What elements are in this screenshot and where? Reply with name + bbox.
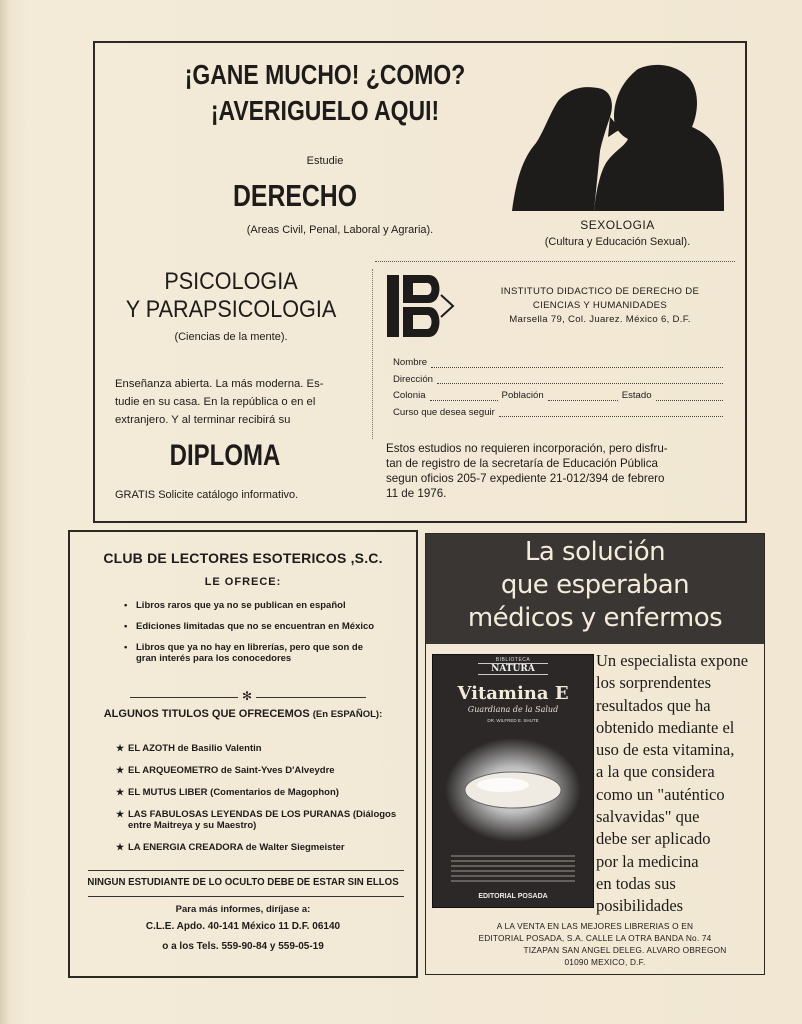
form-curso-label: Curso que desea seguir xyxy=(393,406,495,418)
rule-top xyxy=(88,870,404,871)
legal-line3: segun oficios 205-7 expediente 21-012/394 de febrero xyxy=(386,472,665,485)
form-colonia-field[interactable] xyxy=(430,388,498,401)
desc-line: salvavidas" que xyxy=(596,807,700,827)
desc-line: uso de esta vitamina, xyxy=(596,740,735,760)
form-estado-label: Estado xyxy=(621,390,652,401)
banner-line3: médicos y enfermos xyxy=(467,603,723,633)
titulos-heading: ALGUNOS TITULOS QUE OFRECEMOS xyxy=(103,708,310,720)
body-line1: Enseñanza abierta. La más moderna. Es- xyxy=(115,378,324,390)
venta-line4: 01090 MEXICO, D.F. xyxy=(564,957,646,967)
institute-address: Marsella 79, Col. Juarez. México 6, D.F. xyxy=(509,314,691,325)
sexologia-sub: (Cultura y Educación Sexual). xyxy=(544,236,691,248)
derecho-title: DERECHO xyxy=(232,178,357,213)
book-item: ★ EL MUTUS LIBER (Comentarios de Magophon) xyxy=(114,787,404,798)
book-cover xyxy=(432,654,594,908)
desc-line: obtenido mediante el xyxy=(596,717,735,737)
desc-line: resultados que ha xyxy=(596,695,711,715)
desc-line: como un "auténtico xyxy=(596,784,725,804)
info-line: Para más informes, diríjase a: xyxy=(175,904,311,915)
diploma-title: DIPLOMA xyxy=(169,439,281,472)
desc-line: los sorprendentes xyxy=(596,673,712,693)
venta-line1: A LA VENTA EN LAS MEJORES LIBRERIAS O EN xyxy=(496,921,694,931)
ib-logo-icon xyxy=(385,273,455,339)
parapsicologia-title: Y PARAPSICOLOGIA xyxy=(125,296,337,323)
vitamina-banner xyxy=(426,534,764,644)
book-author: DR. WILFRED E. SHUTE xyxy=(487,718,539,723)
form-poblacion-field[interactable] xyxy=(548,388,618,401)
list-item: • Libros que ya no hay en librerías, pero que son de gran interés para los conocedores xyxy=(122,642,377,664)
institute-name2: CIENCIAS Y HUMANIDADES xyxy=(532,300,668,311)
order-form xyxy=(393,355,723,421)
club-ad xyxy=(68,530,418,978)
desc-line: a la que considera xyxy=(596,762,715,782)
desc-line: por la medicina xyxy=(596,851,699,871)
gratis-line: GRATIS Solicite catálogo informativo. xyxy=(115,489,299,501)
legal-line2: tan de registro de la secretaría de Educación Pública xyxy=(386,457,658,470)
divider xyxy=(375,261,735,262)
form-nombre-label: Nombre xyxy=(393,357,428,368)
form-estado-field[interactable] xyxy=(656,388,723,401)
list-item: • Libros raros que ya no se publican en español xyxy=(122,600,377,611)
book-item: ★ EL ARQUEOMETRO de Saint-Yves D'Alveydre xyxy=(114,765,404,776)
book-subtitle: Guardiana de la Salud xyxy=(467,705,559,714)
asterisk-icon: ✻ xyxy=(238,689,256,703)
list-item: • Ediciones limitadas que no se encuentran en México xyxy=(122,621,377,632)
banner-line2: que esperaban xyxy=(500,570,690,600)
divider-vertical xyxy=(372,269,373,439)
book-item: ★ LAS FABULOSAS LEYENDAS DE LOS PURANAS (Diálogos entre Maitreya y su Maestro) xyxy=(114,809,404,831)
couple-silhouette-icon xyxy=(510,61,725,213)
institute-name1: INSTITUTO DIDACTICO DE DERECHO DE xyxy=(500,286,700,297)
asterisk-divider xyxy=(130,690,366,704)
book-publisher: EDITORIAL POSADA xyxy=(478,893,548,900)
club-ofrece: LE OFRECE: xyxy=(204,576,282,588)
desc-line: en todas sus xyxy=(596,873,676,893)
club-book-list xyxy=(114,743,404,863)
book-brand: NATURA xyxy=(478,663,548,675)
club-title: CLUB DE LECTORES ESOTERICOS ,S.C. xyxy=(103,550,383,566)
headline-line2: ¡AVERIGUELO AQUI! xyxy=(210,95,440,126)
legal-line1: Estos estudios no requieren incorporación, pero disfru- xyxy=(386,442,668,455)
vitamina-ad xyxy=(425,533,765,975)
form-direccion-label: Dirección xyxy=(393,373,433,385)
banner-line1: La solución xyxy=(524,537,666,567)
desc-line: Un especialista expone xyxy=(596,651,749,670)
desc-line: debe ser aplicado xyxy=(596,829,711,849)
legal-line4: 11 de 1976. xyxy=(386,487,447,500)
form-colonia-label: Colonia xyxy=(393,390,426,401)
book-blurb xyxy=(451,855,575,885)
venta-line2: EDITORIAL POSADA, S.A. CALLE LA OTRA BANDA No. 74 xyxy=(478,933,712,943)
psicologia-sub: (Ciencias de la mente). xyxy=(174,331,288,343)
form-direccion-field[interactable] xyxy=(437,372,723,385)
form-nombre-field[interactable] xyxy=(431,355,723,368)
headline-line1: ¡GANE MUCHO! ¿COMO? xyxy=(184,59,466,90)
form-poblacion-label: Población xyxy=(501,390,544,401)
book-title: Vitamina E xyxy=(457,683,569,704)
instituto-ad xyxy=(93,41,747,523)
body-line2: tudie en su casa. En la república o en el xyxy=(115,396,316,408)
estudie-label: Estudie xyxy=(306,155,344,167)
form-curso-field[interactable] xyxy=(499,405,723,418)
club-tels: o a los Tels. 559-90-84 y 559-05-19 xyxy=(162,941,324,952)
capsule-icon xyxy=(443,735,583,845)
club-address: C.L.E. Apdo. 40-141 México 11 D.F. 06140 xyxy=(145,921,341,932)
psicologia-title: PSICOLOGIA xyxy=(164,268,298,295)
book-item: ★ EL AZOTH de Basilio Valentin xyxy=(114,743,404,754)
rule-bottom xyxy=(88,896,404,897)
ningun-line: NINGUN ESTUDIANTE DE LO OCULTO DEBE DE ESTAR SIN ELLOS xyxy=(87,876,399,888)
club-offer-list xyxy=(122,600,377,674)
venta-line3: TIZAPAN SAN ANGEL DELEG. ALVARO OBREGON xyxy=(523,945,727,955)
vitamina-description xyxy=(596,650,766,918)
desc-line: posibilidades xyxy=(596,896,684,916)
book-series: BIBLIOTECA xyxy=(495,657,531,663)
body-line3: extranjero. Y al terminar recibirá su xyxy=(115,414,291,426)
derecho-areas: (Areas Civil, Penal, Laboral y Agraria). xyxy=(246,224,434,236)
titulos-heading-lang: (En ESPAÑOL): xyxy=(312,709,383,720)
sexologia-title: SEXOLOGIA xyxy=(580,218,655,232)
book-item: ★ LA ENERGIA CREADORA de Walter Siegmeister xyxy=(114,842,404,853)
